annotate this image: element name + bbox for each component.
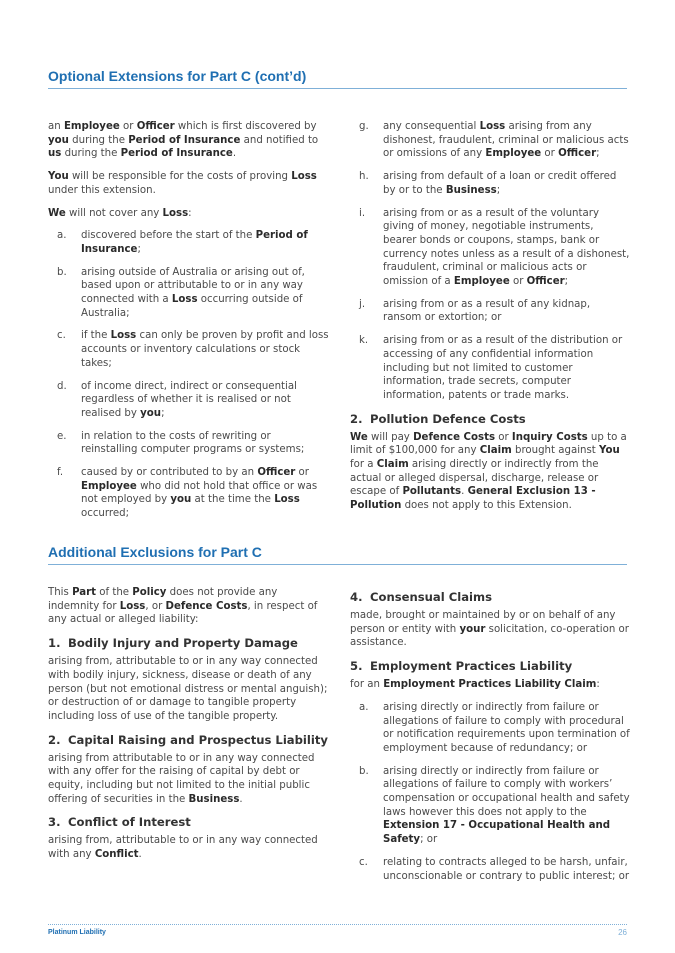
paragraph: an Employee or Officer which is first discovered by you during the Period of Insurance and notified to us during the Period of Insurance. [48,121,319,160]
bold-term: your [459,623,486,635]
bold-term: us [48,148,62,160]
list-item [48,229,330,256]
bottom-right-sections [350,590,630,692]
bold-term: Policy [132,587,167,598]
heading-number: 2. [350,411,363,426]
footer-divider [48,924,627,925]
bold-term: Business [445,184,497,196]
bold-term: Period of Insurance [120,148,233,160]
top-right-column [350,120,630,522]
pollution-defence-body: We will pay Defence Costs or Inquiry Costs up to a limit of $100,000 for any Claim brought against You for a Claim arising directly or indirectly from the actual or alleged dispersal, discharge, release or escape of Pollutants. General Exclusion 13 - Pollution does not apply to this Extension. [350,431,627,512]
heading-text: Employment Practices Liability [370,659,573,674]
list-item-text: caused by or contributed to by an Officer or Employee who did not hold that office or was not employed by you at the time the Loss occurred; [81,467,318,520]
section-heading [48,733,328,748]
list-item-text: arising from or as a result of the voluntary giving of money, negotiable instruments, bearer bonds or coupons, stamps, bank or currency notes unless as a result of a dishonest, fraudulent, criminal or malicious acts or omission of a Employee or Officer; [383,207,630,288]
list-item-text: arising directly or indirectly from failure or allegations of failure to comply with procedural or notification requirements upon termination of employment because of redundancy; or [383,701,630,754]
footer-document-name: Platinum Liability [48,929,106,936]
top-left-intro [48,120,330,220]
list-marker: g. [359,121,369,132]
list-marker: d. [57,380,67,392]
list-item-text: arising outside of Australia or arising out of, based upon or attributable to or in any way connected with a Loss occurring outside of Australia; [81,266,305,319]
bold-term: Defence Costs [165,600,248,612]
bold-term: Loss [110,330,137,342]
list-item-text: of income direct, indirect or consequential regardless of whether it is realised or not realised by you; [81,380,297,419]
list-marker: c. [359,856,368,868]
top-right-exclusion-list [350,120,630,403]
list-item [350,298,630,325]
employment-practices-list [350,701,630,883]
bold-term: Loss [171,294,198,306]
bold-term: You [599,445,620,457]
paragraph: You will be responsible for the costs of proving Loss under this extension. [48,171,317,196]
list-marker: h. [359,171,369,183]
list-marker: a. [359,701,369,713]
bold-term: you [48,134,69,146]
bold-term: Business [188,793,240,805]
bottom-left-sections [48,636,328,862]
bold-term: Claim [376,459,409,471]
bold-term: We [48,207,66,219]
list-item [350,765,630,847]
bold-term: Part [72,587,97,598]
list-marker: i. [359,207,366,219]
heading-text: Capital Raising and Prospectus Liability [68,732,328,747]
bold-term: Defence Costs [413,431,496,443]
section-title-optional-extensions: Optional Extensions for Part C (cont’d) [48,68,627,89]
bold-term: Employee [485,148,542,160]
bold-term: Employee [453,276,510,288]
heading-text: Conflict of Interest [68,815,191,830]
section-body: made, brought or maintained by or on behalf of any person or entity with your solicitation, co-operation or assistance. [350,610,629,649]
section-title-additional-exclusions: Additional Exclusions for Part C [48,544,627,565]
list-item [350,334,630,403]
bold-term: Officer [257,467,296,479]
bold-term: Pollutants [402,486,462,498]
list-item [350,207,630,289]
top-left-column [48,120,330,530]
list-marker: e. [57,430,67,442]
section-heading [350,590,630,605]
heading-number: 1. [48,636,61,651]
list-item-text: arising from or as a result of the distribution or accessing of any confidential information including but not limited to customer information, trade secrets, computer information, patents or trade marks. [383,335,623,401]
bold-term: Officer [526,276,565,288]
bold-term: Claim [479,445,512,457]
section-heading [350,659,630,674]
exclusions-intro: This Part of the Policy does not provide any indemnity for Loss, or Defence Costs, in respect of any actual or alleged liability: [48,587,318,626]
list-item [48,266,330,321]
section-body: arising from attributable to or in any way connected with any offer for the raising of capital by debt or equity, including but not limited to the initial public offering of securities in the Business. [48,752,315,805]
list-item [48,466,330,521]
list-item-text: arising from or as a result of any kidnap, ransom or extortion; or [383,298,591,324]
list-item [350,170,630,197]
bold-term: Loss [479,121,506,132]
list-marker: k. [359,335,369,347]
bold-term: Employee [81,480,137,492]
bold-term: Employment Practices Liability Claim [383,679,597,691]
bold-term: Inquiry Costs [511,431,588,443]
bold-term: Loss [291,171,317,183]
top-left-exclusion-list [48,229,330,521]
bold-term: you [140,407,162,419]
list-item [350,856,630,883]
bold-term: Loss [119,600,146,612]
pollution-defence-heading [350,412,630,427]
list-item [48,430,330,457]
list-marker: j. [359,298,366,310]
list-marker: a. [57,230,67,242]
page-number: 26 [618,928,627,937]
heading-number: 3. [48,815,61,830]
bold-term: Loss [274,494,300,506]
heading-number: 5. [350,659,363,674]
bottom-right-column [350,586,630,892]
list-marker: f. [57,467,64,479]
bold-term: We [350,431,368,443]
list-item [350,701,630,756]
list-item-text: if the Loss can only be proven by profit and loss accounts or inventory calculations or stock takes; [81,330,329,369]
list-item-text: discovered before the start of the Period of Insurance; [81,230,308,255]
bottom-left-column [48,586,328,871]
list-item-text: any consequential Loss arising from any dishonest, fraudulent, criminal or malicious acts or omissions of any Employee or Officer; [383,121,629,160]
heading-text: Bodily Injury and Property Damage [68,636,298,651]
bold-term: Employee [63,121,120,132]
list-item [48,380,330,421]
heading-text: Consensual Claims [370,590,492,604]
bold-term: Loss [162,207,189,219]
list-item [350,120,630,161]
section-body: arising from, attributable to or in any way connected with bodily injury, sickness, disease or death of any person (but not emotional distress or mental anguish); or destruction of or damage to tangible property including loss of use of the tangible property. [48,656,328,722]
list-item-text: relating to contracts alleged to be harsh, unfair, unconscionable or contrary to public interest; or [383,856,630,882]
list-item-text: in relation to the costs of rewriting or reinstalling computer programs or systems; [81,430,305,456]
heading-text: Pollution Defence Costs [370,411,526,426]
bold-term: you [170,494,192,506]
bold-term: Period of Insurance [81,230,308,255]
bold-term: Extension 17 - Occupational Health and Safety [383,820,610,846]
heading-number: 2. [48,732,61,747]
bold-term: Period of Insurance [128,134,241,146]
bold-term: You [48,171,69,183]
list-marker: b. [57,266,67,278]
section-body: for an Employment Practices Liability Claim: [350,679,600,691]
section-heading [48,815,328,830]
paragraph: We will not cover any Loss: [48,207,192,219]
bold-term: General Exclusion 13 - Pollution [350,486,596,512]
bold-term: Officer [558,148,597,160]
heading-number: 4. [350,590,363,604]
section-body: arising from, attributable to or in any way connected with any Conflict. [48,835,318,861]
list-item-text: arising from default of a loan or credit offered by or to the Business; [383,171,617,196]
list-marker: c. [57,330,66,342]
section-heading [48,636,328,651]
list-marker: b. [359,765,369,777]
bold-term: Conflict [94,849,139,861]
bold-term: Officer [136,121,175,132]
list-item [48,329,330,370]
list-item-text: arising directly or indirectly from failure or allegations of failure to comply with workers’ compensation or occupational health and safety laws however this does not apply to the Extension 17 - Occupational Health and Safety; or [383,765,630,846]
